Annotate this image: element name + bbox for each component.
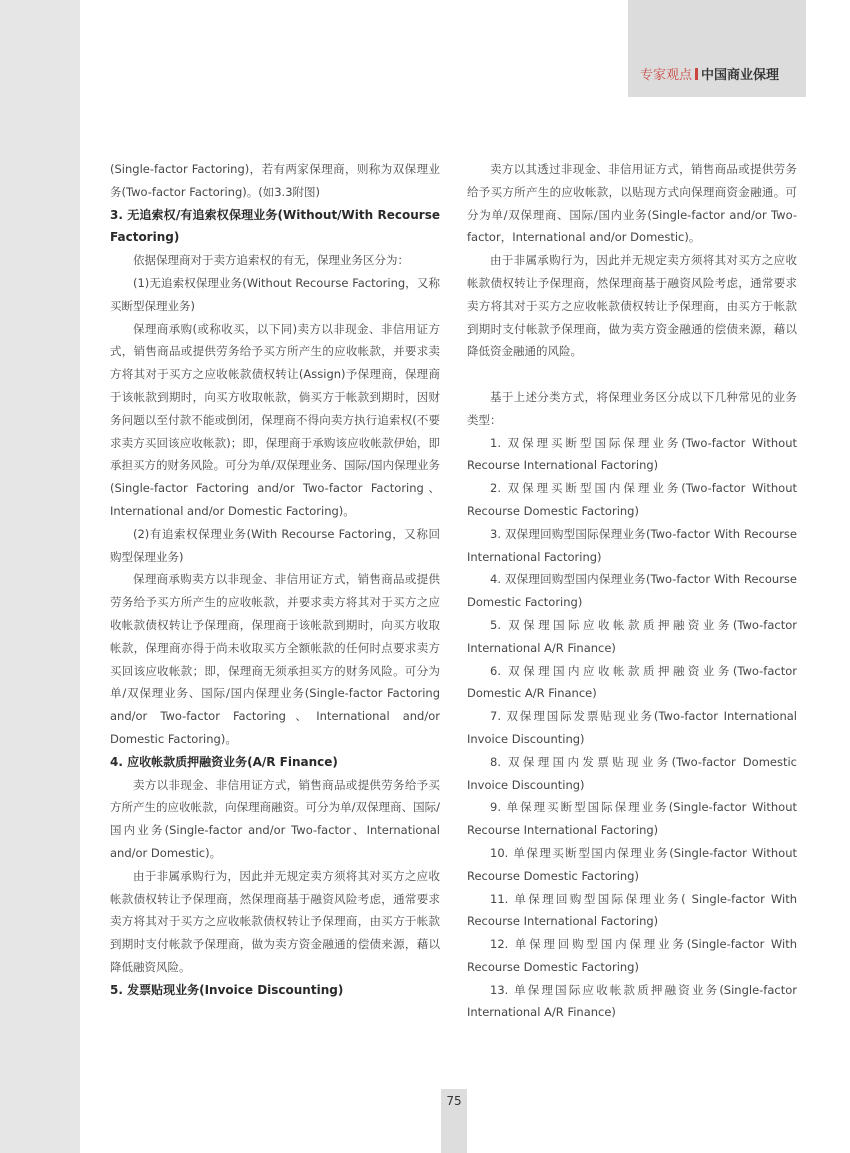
paragraph: 3. 双保理回购型国际保理业务(Two-factor With Recourse International Factoring) (467, 526, 797, 564)
section-heading: 4. 应收帐款质押融资业务(A/R Finance) (110, 754, 338, 769)
page-number: 75 (446, 1094, 462, 1108)
section-heading: 5. 发票贴现业务(Invoice Discounting) (110, 982, 344, 997)
section-heading: 3. 无追索权/有追索权保理业务(Without/With Recourse Factoring) (110, 207, 440, 245)
paragraph: 2. 双保理买断型国内保理业务(Two-factor Without Recourse Domestic Factoring) (467, 481, 797, 518)
paragraph: 保理商承购(或称收买，以下同)卖方以非现金、非信用证方式，销售商品或提供劳务给予买方所产生的应收帐款，并要求卖方将其对于买方之应收帐款债权转让(Assign)予保理商，保理商于该帐款到期时，向买方收取帐款，倘买方于帐款到期时，因财务问题以至付款不能或倒闭，保理商不得向卖方执行追索权(不要求卖方买回该应收帐款)；即，保理商于承购该应收帐款伊始，即承担买方的财务风险。可分为单/双保理业务、国际/国内保理业务(Single-factor Factoring and/or Two-factor Factoring、International and/or Domestic Factoring)。 (110, 321, 440, 518)
header-section: 专家观点 (640, 68, 693, 83)
paragraph: 卖方以其透过非现金、非信用证方式，销售商品或提供劳务给予买方所产生的应收帐款，以贴现方式向保理商资金融通。可分为单/双保理商、国际/国内业务(Single-factor and/or Two-factor，International and/or Domestic)。 (467, 162, 797, 245)
header-divider (695, 68, 698, 80)
paragraph: 卖方以非现金、非信用证方式，销售商品或提供劳务给予买方所产生的应收帐款，向保理商融资。可分为单/双保理商、国际/国内业务(Single-factor and/or Two-factor、International and/or Domestic)。 (110, 777, 440, 860)
paragraph: 保理商承购卖方以非现金、非信用证方式，销售商品或提供劳务给予买方所产生的应收帐款，并要求卖方将其对于买方之应收帐款债权转让予保理商，保理商于该帐款到期时，向买方收取帐款，保理商亦得于尚未收取买方全额帐款的任何时点要求卖方买回该应收帐款；即，保理商无须承担买方的财务风险。可分为单/双保理业务、国际/国内保理业务(Single-factor Factoring and/or Two-factor Factoring、International and/or Domestic Factoring)。 (110, 572, 440, 746)
right-column (467, 158, 797, 1024)
paragraph: (1)无追索权保理业务(Without Recourse Factoring，又称买断型保理业务) (110, 275, 440, 313)
paragraph: 7. 双保理国际发票贴现业务(Two-factor International Invoice Discounting) (467, 709, 797, 746)
paragraph: 13. 单保理国际应收帐款质押融资业务(Single-factor International A/R Finance) (467, 982, 797, 1020)
paragraph: 1. 双保理买断型国际保理业务(Two-factor Without Recourse International Factoring) (467, 435, 797, 473)
paragraph: 12. 单保理回购型国内保理业务(Single-factor With Recourse Domestic Factoring) (467, 937, 797, 974)
paragraph: 4. 双保理回购型国内保理业务(Two-factor With Recourse Domestic Factoring) (467, 572, 797, 610)
paragraph: 依据保理商对于卖方追索权的有无，保理业务区分为： (133, 253, 409, 268)
paragraph: 6. 双保理国内应收帐款质押融资业务(Two-factor Domestic A/R Finance) (467, 663, 797, 701)
paragraph: 11. 单保理回购型国际保理业务( Single-factor With Recourse International Factoring) (467, 891, 797, 929)
paragraph: 8. 双保理国内发票贴现业务(Two-factor Domestic Invoice Discounting) (467, 754, 797, 792)
paragraph: 9. 单保理买断型国际保理业务(Single-factor Without Recourse International Factoring) (467, 800, 797, 838)
page-margin (0, 0, 80, 1153)
paragraph: 5. 双保理国际应收帐款质押融资业务(Two-factor International A/R Finance) (467, 617, 797, 655)
paragraph: 由于非属承购行为，因此并无规定卖方须将其对买方之应收帐款债权转让予保理商，然保理商基于融资风险考虑，通常要求卖方将其对于买方之应收帐款债权转让予保理商，由买方于帐款到期时支付帐款予保理商，做为卖方资金融通的偿债来源，藉以降低融资风险。 (110, 868, 440, 974)
spacer (467, 363, 797, 386)
running-header (640, 66, 779, 86)
paragraph: 10. 单保理买断型国内保理业务(Single-factor Without Recourse Domestic Factoring) (467, 845, 797, 883)
paragraph: (Single-factor Factoring)，若有两家保理商，则称为双保理业务(Two-factor Factoring)。(如3.3附图) (110, 162, 440, 199)
paragraph: (2)有追索权保理业务(With Recourse Factoring，又称回购型保理业务) (110, 526, 440, 564)
paragraph: 基于上述分类方式，将保理业务区分成以下几种常见的业务类型： (467, 389, 797, 427)
paragraph: 由于非属承购行为，因此并无规定卖方须将其对买方之应收帐款债权转让予保理商，然保理商基于融资风险考虑，通常要求卖方将其对于买方之应收帐款债权转让予保理商，由买方于帐款到期时支付帐款予保理商，做为卖方资金融通的偿债来源，藉以降低资金融通的风险。 (467, 253, 797, 359)
left-column (110, 158, 440, 1001)
header-publication: 中国商业保理 (701, 68, 780, 83)
